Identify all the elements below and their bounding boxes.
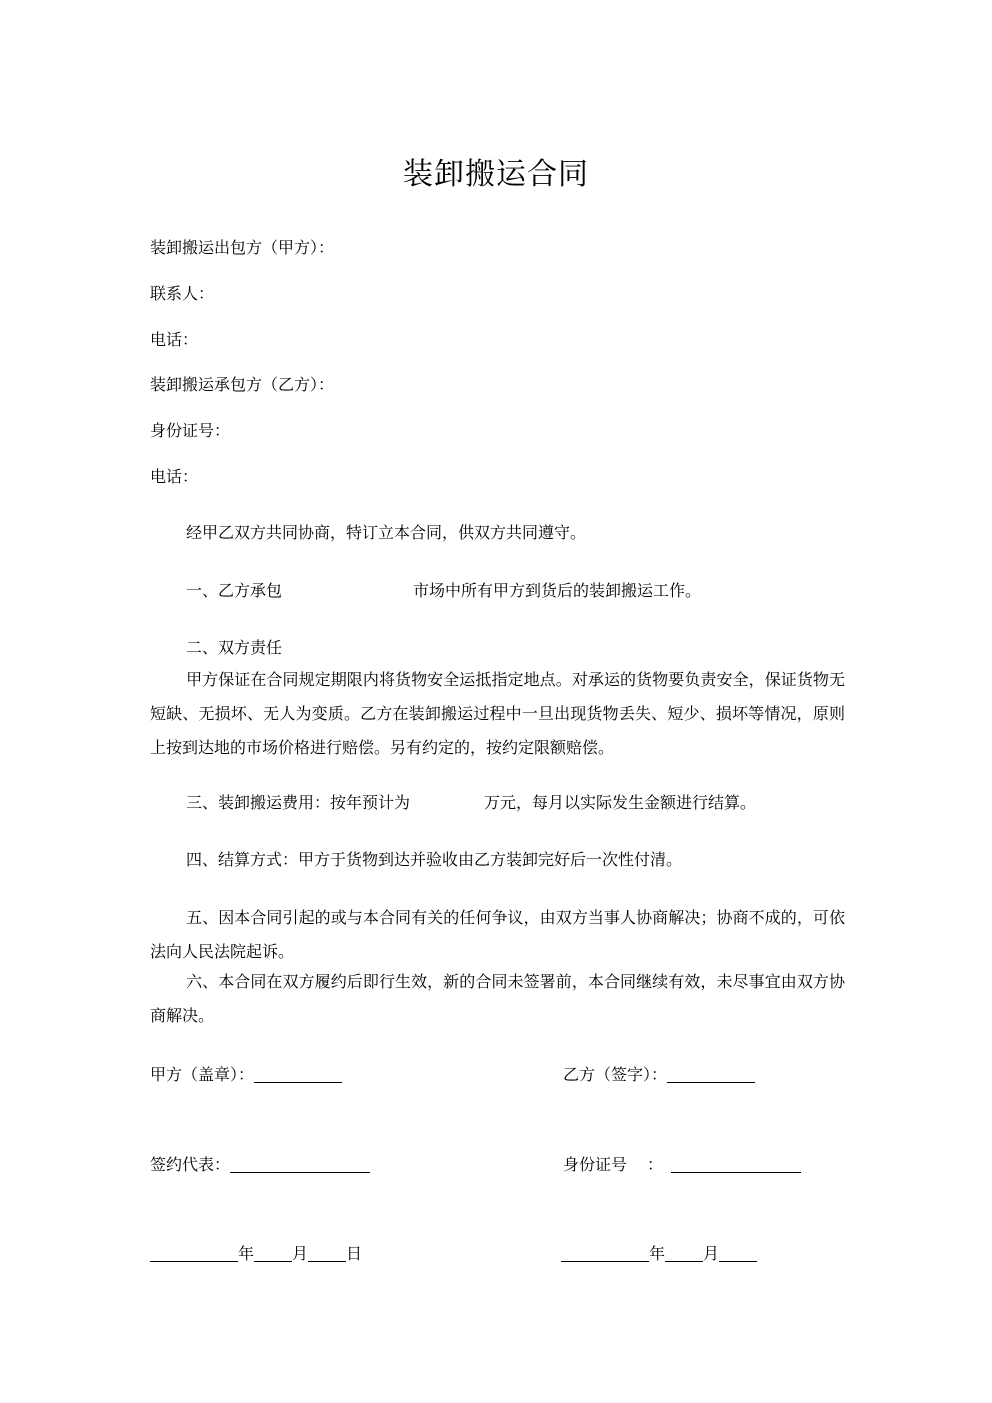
clause-2-body [150, 663, 845, 765]
party-b-sign-label: 乙方（签字）： [563, 1065, 668, 1084]
date-b-month-label: 月 [703, 1244, 720, 1263]
date-a-month-line[interactable] [254, 1245, 292, 1262]
id-number-label: 身份证号： [150, 421, 231, 440]
clause-3-post: 万元，每月以实际发生金额进行结算。 [484, 793, 757, 812]
party-b-sign-row [563, 1066, 755, 1083]
party-a-seal-line[interactable] [254, 1066, 342, 1083]
phone-a-label: 电话： [150, 330, 199, 349]
date-b-day-line[interactable] [719, 1245, 757, 1262]
clause-6-text: 六、本合同在双方履约后即行生效，新的合同未签署前，本合同继续有效，未尽事宜由双方协商解决。 [150, 972, 845, 1025]
representative-line[interactable] [230, 1156, 370, 1173]
id-sign-row [563, 1156, 801, 1173]
clause-5 [150, 901, 845, 969]
date-b-year-label: 年 [649, 1244, 666, 1263]
clause-1-pre: 一、乙方承包 [186, 581, 283, 600]
contact-label: 联系人： [150, 284, 215, 303]
clause-4-text: 四、结算方式：甲方于货物到达并验收由乙方装卸完好后一次性付清。 [186, 850, 683, 869]
date-b-month-line[interactable] [665, 1245, 703, 1262]
date-a-month-label: 月 [292, 1244, 309, 1263]
representative-label: 签约代表： [150, 1155, 231, 1174]
id-sign-colon: ： [647, 1155, 664, 1174]
date-a-day-line[interactable] [308, 1245, 346, 1262]
clause-1-post: 市场中所有甲方到货后的装卸搬运工作。 [413, 581, 702, 600]
party-a-seal-label: 甲方（盖章）： [150, 1065, 255, 1084]
representative-row [150, 1156, 370, 1173]
clause-3-pre: 三、装卸搬运费用：按年预计为 [186, 793, 411, 812]
date-b-row [561, 1245, 757, 1262]
party-b-sign-line[interactable] [667, 1066, 755, 1083]
document-title: 装卸搬运合同 [403, 157, 589, 192]
intro-text: 经甲乙双方共同协商，特订立本合同，供双方共同遵守。 [186, 523, 587, 542]
party-a-label: 装卸搬运出包方（甲方）： [150, 238, 335, 257]
date-a-year-line[interactable] [150, 1245, 238, 1262]
date-a-row [150, 1245, 362, 1262]
clause-2-heading: 二、双方责任 [186, 638, 283, 657]
clause-5-text: 五、因本合同引起的或与本合同有关的任何争议，由双方当事人协商解决；协商不成的，可依法向人民法院起诉。 [150, 908, 845, 961]
clause-2-body-text: 甲方保证在合同规定期限内将货物安全运抵指定地点。对承运的货物要负责安全，保证货物无短缺、无损坏、无人为变质。乙方在装卸搬运过程中一旦出现货物丢失、短少、损坏等情况，原则上按到达地的市场价格进行赔偿。另有约定的，按约定限额赔偿。 [150, 670, 845, 757]
date-a-day-label: 日 [346, 1244, 363, 1263]
date-b-year-line[interactable] [561, 1245, 649, 1262]
party-a-seal-row [150, 1066, 342, 1083]
id-sign-label: 身份证号 [563, 1155, 628, 1174]
id-sign-line[interactable] [671, 1156, 801, 1173]
party-b-label: 装卸搬运承包方（乙方）： [150, 375, 335, 394]
phone-b-label: 电话： [150, 467, 199, 486]
clause-6 [150, 965, 845, 1033]
date-a-year-label: 年 [238, 1244, 255, 1263]
